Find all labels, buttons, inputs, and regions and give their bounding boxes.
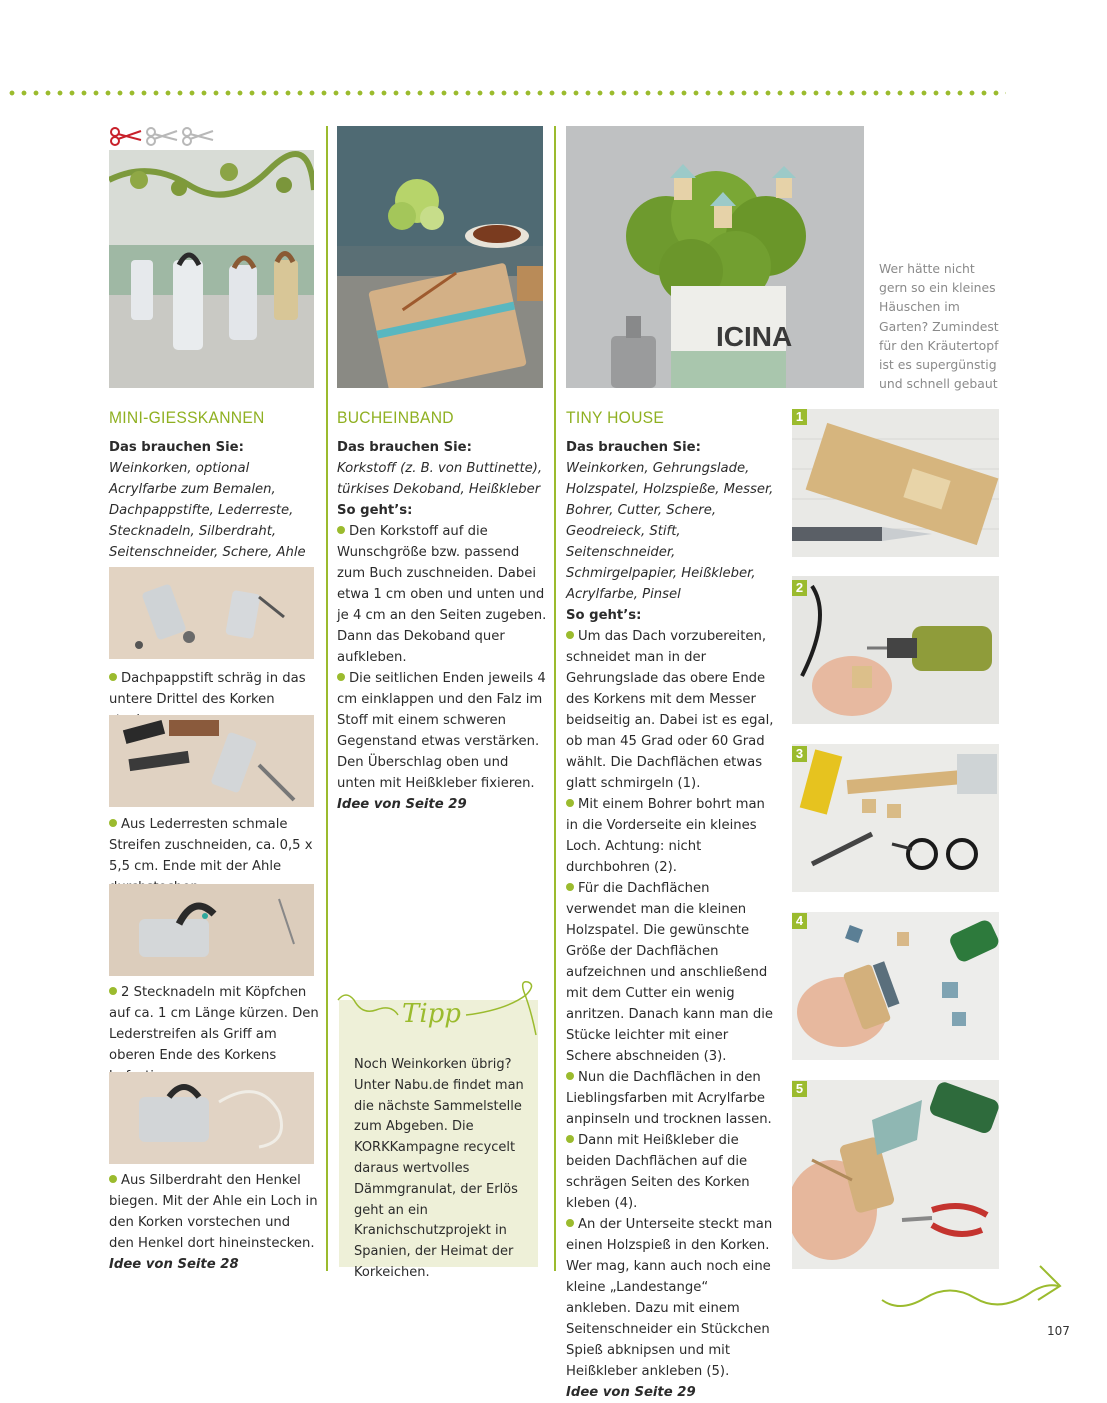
step-photo xyxy=(792,409,999,557)
photo-caption: Wer hätte nicht gern so ein kleines Häuschen im Garten? Zumindest für den Kräutertopf ist es supergünstig und schnell gebaut xyxy=(879,261,999,392)
step-text: Den Korkstoff auf die Wunschgröße bzw. passend zum Buch zuschneiden. Dabei etwa 1 cm oben und unten und je 4 cm an den Seiten zugeben. Dann das Dekoband quer aufkleben. xyxy=(337,521,547,668)
step-photo xyxy=(792,1080,999,1269)
photo-mini-watering-cans xyxy=(109,150,314,388)
section-title: BUCHEINBAND xyxy=(337,408,454,427)
materials-list: Weinkorken, Gehrungslade, Holzspatel, Holzspieße, Messer, Bohrer, Cutter, Schere, Geodreieck, Stift, Seitenschneider, Schmirgelpapier, Heißkleber, Acrylfarbe, Pinsel xyxy=(566,461,774,602)
step-photo xyxy=(109,567,314,659)
idea-reference: Idee von Seite 29 xyxy=(337,797,467,812)
step-photo xyxy=(792,912,999,1060)
scissors-icon xyxy=(109,126,143,146)
step-text: Für die Dachflächen verwendet man die kleinen Holzspatel. Die gewünschte Größe der Dachflächen aufzeichnen und anschließend mit dem Cutter ein wenig anritzen. Danach kann man die Stücke leichter mit einer Schere abschneiden (3). xyxy=(566,878,776,1067)
svg-text:ICINA: ICINA xyxy=(716,321,793,352)
section-title: TINY HOUSE xyxy=(566,408,665,427)
idea-reference: Idee von Seite 29 xyxy=(566,1385,696,1400)
step-text: 2 Stecknadeln mit Köpfchen auf ca. 1 cm Länge kürzen. Den Lederstreifen als Griff am oberen Ende des Korkens xyxy=(109,982,319,1087)
step-text: Aus Lederresten schmale Streifen zuschneiden, ca. 0,5 x 5,5 cm. Ende mit der Ahle xyxy=(109,814,319,898)
step-text: Dachpappstift schräg in das untere Drittel des Korken xyxy=(109,668,319,731)
idea-reference: Idee von Seite 28 xyxy=(109,1257,239,1272)
tip-heading-flourish xyxy=(336,980,546,1040)
step-text: Dann mit Heißkleber die beiden Dachflächen auf die schrägen Seiten des Korken kleben (4). xyxy=(566,1130,776,1214)
bucheinband-text xyxy=(337,437,547,815)
tiny-house-text xyxy=(566,437,776,1403)
step-text: Nun die Dachflächen in den Lieblingsfarben mit Acrylfarbe anpinseln und trocknen lassen. xyxy=(566,1067,776,1130)
step-photo xyxy=(109,715,314,807)
step-number: 4 xyxy=(792,913,807,929)
column-divider xyxy=(554,126,556,1271)
mini-giesskannen-intro xyxy=(109,437,319,584)
column-divider xyxy=(326,126,328,1271)
photo-book-cover xyxy=(337,126,543,388)
difficulty-rating xyxy=(109,126,215,146)
step-number: 1 xyxy=(792,409,807,425)
step-photo xyxy=(792,576,999,724)
step-number: 5 xyxy=(792,1081,807,1097)
step-number: 3 xyxy=(792,746,807,762)
step-text: Um das Dach vorzubereiten, schneidet man in der Gehrungslade das obere Ende des Korkens mit dem Messer beidseitig an. Dabei ist es egal, ob man 45 Grad oder 60 Grad wählt. Die Dachflächen etwas glatt schmirgeln (1). xyxy=(566,626,776,794)
howto-label: So geht’s: xyxy=(337,503,413,518)
arrow-swirl-icon xyxy=(880,1258,1070,1318)
step-text: Aus Silberdraht den Henkel biegen. Mit der Ahle ein Loch in den Korken vorstechen und den Henkel dort hineinstecken. xyxy=(109,1170,319,1254)
step-number: 2 xyxy=(792,580,807,596)
tip-label: Tipp xyxy=(402,999,461,1029)
scissors-icon xyxy=(145,126,179,146)
photo-tiny-house xyxy=(566,126,864,388)
step-text: Die seitlichen Enden jeweils 4 cm einklappen und den Falz im Stoff mit einem schweren Gegenstand etwas verstärken. Den Überschlag oben und unten mit Heißkleber fixieren. xyxy=(337,668,547,794)
step-photo xyxy=(792,744,999,892)
materials-list: Korkstoff (z. B. von Buttinette), türkises Dekoband, Heißkleber xyxy=(337,461,543,497)
needs-label: Das brauchen Sie: xyxy=(337,440,472,455)
materials-list: Weinkorken, optional Acrylfarbe zum Bemalen, Dachpappstifte, Lederreste, Stecknadeln, Silberdraht, Seitenschneider, Schere, Ahle xyxy=(109,461,306,560)
step-text: An der Unterseite steckt man einen Holzspieß in den Korken. Wer mag, kann auch noch eine kleine „Landestange“ ankleben. Dazu mit einem Seitenschneider ein Stückchen Spieß abknipsen und mit Heißkleber ankleben (5). xyxy=(566,1214,776,1382)
page-number: 107 xyxy=(1047,1324,1070,1338)
step-photo xyxy=(109,1072,314,1164)
tip-text: Noch Weinkorken übrig? Unter Nabu.de findet man die nächste Sammelstelle zum Abgeben. Die KORKKampagne recycelt daraus wertvolles Dämmgranulat, der Erlös geht an ein Kranichschutzprojekt in Spanien, der Heimat der Korkeichen. xyxy=(354,1057,524,1280)
step-photo xyxy=(109,884,314,976)
needs-label: Das brauchen Sie: xyxy=(566,440,701,455)
section-title: MINI-GIESSKANNEN xyxy=(109,408,265,427)
scissors-icon xyxy=(181,126,215,146)
step-text: Mit einem Bohrer bohrt man in die Vorderseite ein kleines Loch. Achtung: nicht durchbohren (2). xyxy=(566,794,776,878)
howto-label: So geht’s: xyxy=(566,608,642,623)
needs-label: Das brauchen Sie: xyxy=(109,440,244,455)
mini-giesskannen-step xyxy=(109,1170,319,1275)
dotted-divider xyxy=(6,90,1006,96)
